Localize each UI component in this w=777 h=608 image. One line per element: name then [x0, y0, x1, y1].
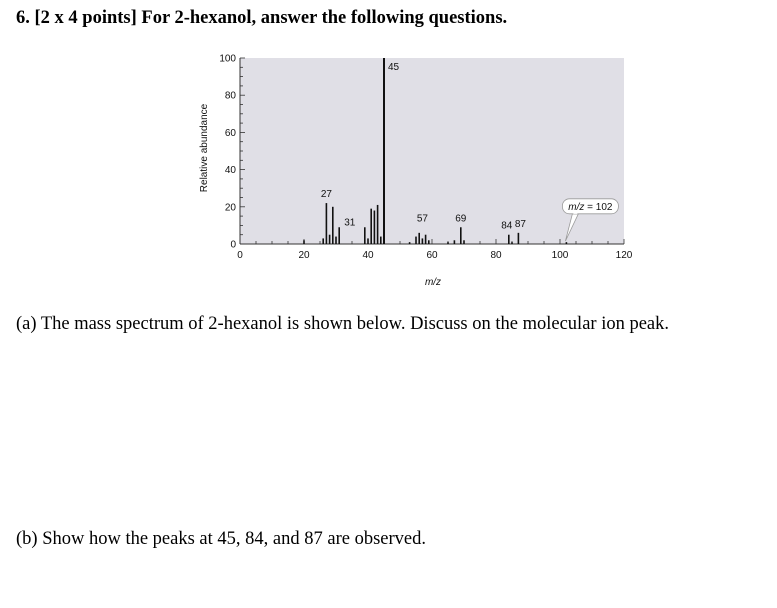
x-tick-label: 0: [237, 250, 243, 261]
x-tick-label: 100: [551, 250, 569, 261]
x-tick-label: 80: [490, 250, 502, 261]
question-title: 6. [2 x 4 points] For 2-hexanol, answer the following questions.: [16, 8, 508, 28]
y-tick-label: 100: [219, 53, 236, 65]
peak-label: 69: [455, 213, 467, 225]
peak-label: 45: [388, 62, 400, 73]
peak-label: 84: [501, 220, 513, 232]
y-tick-label: 80: [224, 90, 236, 102]
y-tick-label: 60: [224, 127, 236, 139]
peak-label: 27: [320, 189, 332, 201]
question-part-b: (b) Show how the peaks at 45, 84, and 87 are observed.: [16, 529, 426, 549]
peak-label: 87: [514, 218, 526, 230]
y-tick-label: 0: [230, 239, 236, 251]
x-tick-label: 120: [615, 250, 633, 261]
peak-label: 57: [416, 213, 428, 225]
x-axis-label: m/z: [424, 277, 442, 288]
mass-spectrum-chart: [190, 44, 640, 294]
peak-label: 31: [344, 217, 356, 229]
y-axis-label: Relative abundance: [199, 103, 210, 193]
x-tick-label: 60: [426, 250, 438, 261]
y-tick-label: 40: [224, 165, 236, 177]
y-tick-label: 20: [224, 202, 236, 214]
question-part-a: (a) The mass spectrum of 2-hexanol is shown below. Discuss on the molecular ion peak.: [16, 314, 670, 334]
plot-area: [240, 58, 624, 244]
x-tick-label: 20: [298, 250, 310, 261]
x-tick-label: 40: [362, 250, 374, 261]
callout-label: m/z = 102: [568, 201, 613, 213]
